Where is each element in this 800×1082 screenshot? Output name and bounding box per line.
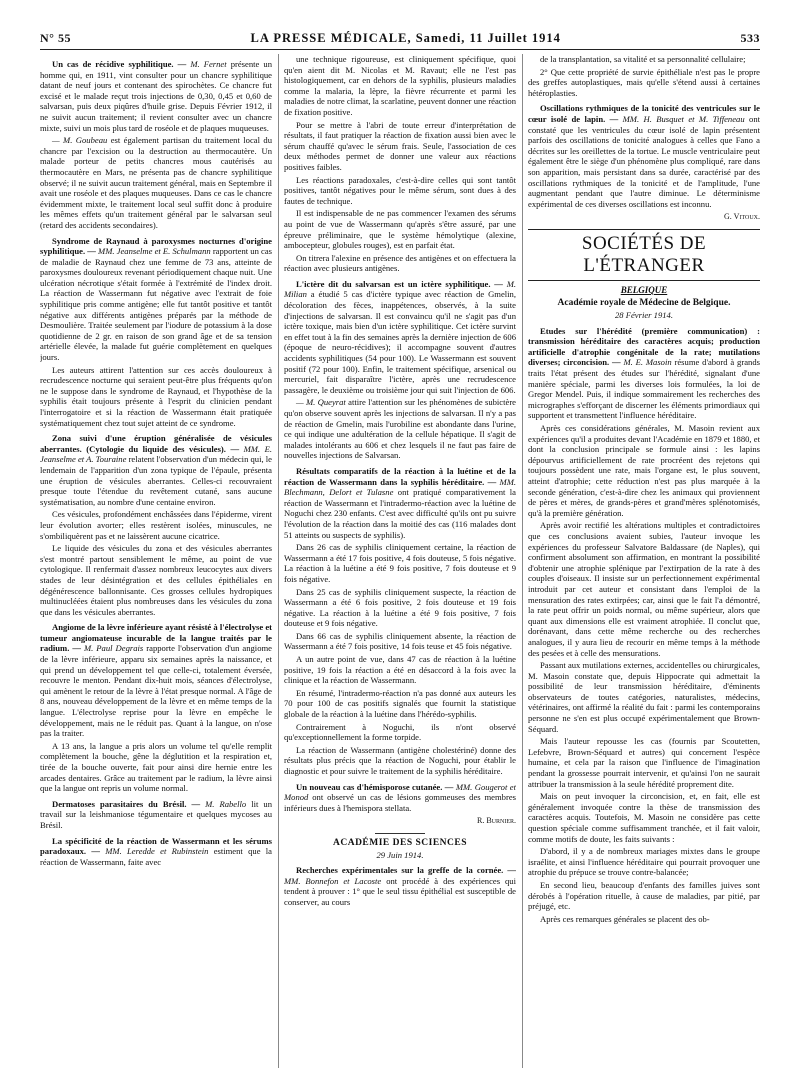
author-names: M. E. Masoin <box>623 357 672 368</box>
column-rule <box>278 54 279 1068</box>
paragraph-text: une technique rigoureuse, est cliniquement spécifique, quoi qu'en aient dit M. Nicolas et M. Ravaut; elle ne l'est pas histologiquement, car en dehors de la syphilis, plusieurs maladies comme la malaria, la lèpre, la fièvre récurrente et parmi les maladies de notre climat, la scarlatine, peuvent donner une réaction de fixation positive. <box>284 54 516 117</box>
academy-date: 29 Juin 1914. <box>376 849 424 860</box>
paragraph-text: Passant aux mutilations externes, accidentelles ou chirurgicales, M. Masoin constate que, depuis Hippocrate qui admettait la possibilité de leur transmission héréditaire, d'éminents observateurs de toutes catégories, naturalistes, médecins, vétérinaires, ont affirmé la réalité du fait : parmi les contemporains personne ne s'en est plus occupé expérimentalement que Brown-Séquard. <box>528 660 760 734</box>
paragraph-heading: L'ictère dit du salvarsan est un ictère syphilitique. — <box>296 278 507 289</box>
paragraph <box>528 880 760 912</box>
paragraph <box>528 791 760 844</box>
paragraph <box>40 622 272 739</box>
paragraph <box>528 736 760 789</box>
paragraph-heading: Oscillations rythmiques de la tonicité des ventricules sur le cœur isolé de lapin. — <box>528 103 760 124</box>
author-names: — M. Queyrat <box>296 397 346 408</box>
paragraph <box>40 836 272 868</box>
paragraph-text: A un autre point de vue, dans 47 cas de réaction à la luétine positive, 19 fois la réaction a été en désaccord à la fois avec la clinique et la réaction de Wassermann. <box>284 654 516 686</box>
author-names: M. Paul Degrais <box>83 643 144 654</box>
paragraph-heading: Zona suivi d'une éruption généralisée de vésicules aberrantes. (Cytologie du liquide des vésicules). — <box>40 433 272 454</box>
paragraph <box>284 722 516 743</box>
paragraph <box>284 208 516 250</box>
foreign-societies-heading: SOCIÉTÉS DE L'ÉTRANGER <box>528 229 760 281</box>
paragraph-text: Ces vésicules, profondément enchâssées dans l'épiderme, virent leur évolution avorter; elles restèrent isolées, minuscules, ne s'ombiliquèrent pas et ne laissèrent aucune cicatrice. <box>40 509 272 541</box>
paragraph <box>284 542 516 584</box>
author-names: M. Milian <box>284 278 516 300</box>
paragraph <box>284 175 516 207</box>
paragraph <box>284 587 516 629</box>
page-header <box>40 20 760 50</box>
paragraph-text: Contrairement à Noguchi, ils n'ont observé qu'exceptionnellement la forme torpide. <box>284 721 516 743</box>
paragraph-heading: Dermatoses parasitaires du Brésil. — <box>52 798 206 809</box>
paragraph-text: Mais on peut invoquer la circoncision, et, en fait, elle est généralement invoquée contre la thèse de transmission des caractères acquis. Toutefois, M. Masoin ne considère pas cette question spéciale comme suffisamment tranchée, et il fait valoir, comme motifs de doute, les faits suivants : <box>528 791 760 844</box>
paragraph <box>528 520 760 658</box>
paragraph <box>40 236 272 363</box>
country-heading: BELGIQUE <box>620 284 668 295</box>
paragraph <box>284 782 516 814</box>
paragraph-text: attire l'attention sur les phénomènes de subictère qu'on observe souvent après les injections de salvarsan. Il n'y a pas de réaction de Gmelin, mais l'urobiline est abondante dans l'urine, ce qui indique une adultération de la cellule hépatique. Il s'agit de malades intolérants au 606 et chez lesquels il ne faut pas faire de nouvelles injections de Salvarsan. <box>284 397 516 461</box>
paragraph-text: présente un homme qui, en 1911, vint consulter pour un chancre syphilitique datant de neuf jours et contenant des spirochètes. Ce chancre fut excisé et le malade reçut trois injections de 0,30, 0,45 et 0,60 de salvarsan, puis deux piqûres d'huile grise. Depuis Février 1912, il ne suivit aucun traitement; il revient consulter avec un chancre mixte, suivi un mois plus tard de roséole et de plaques muqueuses. <box>40 59 272 133</box>
column-rule <box>522 54 523 1068</box>
paragraph <box>40 741 272 794</box>
paragraph-text: Dans 66 cas de syphilis cliniquement absente, la réaction de Wassermann a été 7 fois positive, 14 fois teuse et 45 fois négative. <box>284 630 516 652</box>
paragraph-text: a étudié 5 cas d'ictère typique avec réaction de Gmelin, décoloration des fèces, inappétences, observés, à la suite d'injections de salvarsan. Il est convaincu qu'il ne s'agit pas d'un ictère toxique, mais bien d'un ictère syphilitique. Cet ictère survint en effet tout à la fin des semaines après la dernière injection de 606 (époque de neuro-récidives); il accompagne souvent d'autres accidents syphilitiques (54 pour 100). Le Wassermann est souvent positif (72 pour 100). Enfin, le traitement spécifique, arsenical ou mercuriel, fait disparaître l'ictère, après une recrudescence passagère, le deuxième ou troisième jour qui suit l'injection de 606. <box>284 289 516 395</box>
signature: R. Burnier. <box>476 816 516 826</box>
paragraph-text: est également partisan du traitement local du chancre par l'excision ou la destruction au thermocautère. Un malade porteur de petits chancres mous cautérisés au thermocautère en Mars, ne présenta pas de chancre syphilitique observé; il ne suivit aucun traitement général, mais en Septembre il avait une roséole et des plaques muqueuses. Dans ce cas le chancre évidemment mixte, le traitement local seul suffit donc à produire les mêmes effets qu'un traitement général par le salvarsan seul (retard des accidents secondaires). <box>40 135 272 230</box>
paragraph <box>284 120 516 173</box>
paragraph-text: Dans 25 cas de syphilis cliniquement suspecte, la réaction de Wassermann a été 6 fois positive, 2 fois douteuse et 19 fois négative. La réaction à la luétine a été 9 fois positive, 7 fois douteuse et 9 fois négative. <box>284 586 516 629</box>
col2-paragraphs <box>284 54 516 813</box>
signature: G. Vitoux. <box>724 212 760 222</box>
col3-foreign-paragraphs <box>528 326 760 925</box>
paragraph-text: ont procédé à des expériences qui tendent à prouver : 1° que le seul tissu épithélial est susceptible de conserver, au cours <box>284 875 516 907</box>
paragraph <box>528 67 760 99</box>
paragraph <box>528 423 760 518</box>
paragraph <box>40 433 272 507</box>
paragraph <box>40 59 272 133</box>
paragraph-text: Les auteurs attirent l'attention sur ces accès douloureux à recrudescence nocturne qui seraient peut-être plus fréquents qu'on ne le suppose dans le syndrome de Raynaud, et l'hypothèse de la syphilis était toujours présente à l'esprit du clinicien pendant l'interrogatoire et si la réaction de Wassermann était pratiquée systématiquement chez tout sujet atteint de ce syndrome. <box>40 364 272 428</box>
author-names: MM. Bonnefon et Lacoste <box>284 875 382 886</box>
paragraph-text: relatent l'observation d'un médecin qui, le lendemain de l'apparition d'un zona typique de l'épaule, présenta une éruption de vésicules aberrantes. Celles-ci recouvraient presque toute l'étendue du revêtement cutané, sans aucune systématisation, au nombre d'une centaine environ. <box>40 454 272 507</box>
paragraph-text: Pour se mettre à l'abri de toute erreur d'interprétation de résultats, il faut pratiquer la réaction de fixation aussi bien avec le sérum chauffé qu'avec le sérum frais. Seule, l'association de ces deux méthodes permet de donner une valeur aux réactions positives faibles. <box>284 119 516 172</box>
paragraph <box>284 654 516 686</box>
paragraph <box>284 466 516 540</box>
author-names: MM. Blechmann, Delort et Tulasne <box>284 476 516 498</box>
paragraph <box>528 914 760 925</box>
academy-name: Académie royale de Médecine de Belgique. <box>557 297 731 308</box>
paragraph <box>40 509 272 541</box>
paragraph-text: Les réactions paradoxales, c'est-à-dire celles qui sont tantôt positives, tantôt négatives pour le même sérum, sont dues à des fautes de technique. <box>284 174 516 206</box>
author-names: — M. Goubeau <box>52 135 108 146</box>
paragraph <box>40 799 272 831</box>
paragraph <box>284 631 516 652</box>
author-names: M. Rabello <box>205 798 247 809</box>
paragraph-text: Après ces remarques générales se placent des ob- <box>540 913 710 924</box>
session-date: 28 Février 1914. <box>615 310 673 321</box>
paragraph <box>284 745 516 777</box>
paragraph-text: La réaction de Wassermann (antigène cholestériné) donne des résultats plus précis que la réaction de Noguchi, pour établir le diagnostic et pour suivre le traitement de la syphilis héréditaire. <box>284 744 516 776</box>
paragraph-text: On titrera l'alexine en présence des antigènes et on effectuera la réaction avec plusieurs antigènes. <box>284 252 516 274</box>
col3-paragraphs <box>528 54 760 209</box>
paragraph-text: 2° Que cette propriété de survie épithéliale n'est pas le propre des greffes autoplastiques, mais qu'elle s'étend aussi à certaines hétéroplasties. <box>528 66 760 98</box>
paragraph-text: Dans 26 cas de syphilis cliniquement certaine, la réaction de Wassermann a été 17 fois positive, 4 fois douteuse, 5 fois négative. La réaction à la luétine a été 9 fois positive, 7 fois douteuse et 9 fois négative. <box>284 542 516 584</box>
col1-paragraphs <box>40 59 272 867</box>
paragraph-text: Le liquide des vésicules du zona et des vésicules aberrantes s'est montré partout sensiblement le même, au point de vue cytologique. Il renfermait d'assez nombreux leucocytes aux divers stades de leur désintégration et des cellules épithéliales en dégénérescence ballonnisante. Ces grosses cellules hydropiques multinucléées étaient plus nombreuses dans les vésicules du zona que dans les vésicules aberrantes. <box>40 543 272 617</box>
paragraph-text: résume d'abord à grands traits l'état présent des études sur l'hérédité, signalant d'une manière spéciale, parmi les diverses lois formulées, la loi de Gregor Mendel. Puis, il indique sommairement les recherches des micrographes s'efforçant de discerner les éléments primordiaux qui supportent et transmettent l'influence héréditaire. <box>528 357 760 421</box>
paragraph <box>528 54 760 65</box>
paragraph-heading: Résultats comparatifs de la réaction à la luétine et de la réaction de Wassermann dans la syphilis héréditaire. — <box>284 465 516 487</box>
paragraph <box>284 253 516 274</box>
paragraph-text: Mais l'auteur repousse les cas (fournis par Scoutetten, Lefebvre, Brown-Séquard et autres) qui concernent l'espèce humaine, et cela par la raison que l'influence de l'imagination pendant la grossesse pourrait intervenir, et qu'ainsi l'on ne saurait attribuer la transmission à la seule hérédité proprement dite. <box>528 736 760 789</box>
paragraph-text: rapporte l'observation d'un angiome de la lèvre inférieure, apparu six semaines après la naissance, et qui prend un développement tel que celle-ci, totalement éversée, recouvre le menton. Pendant dix-huit mois, séances d'électrolyse, qui amènent le retour de la lèvre à l'état presque normal. A l'âge de 8 ans, nouveau développement de la lèvre et en même temps de la langue. L'électrolyse reprise pour la lèvre en empêche le développement, mais ne le réduit pas. Quant à la langue, on n'ose pas la traiter. <box>40 643 272 739</box>
paragraph <box>528 103 760 209</box>
author-names: MM. Gougerot et Monod <box>284 781 516 803</box>
academy-heading: ACADÉMIE DES SCIENCES <box>332 837 468 848</box>
paragraph <box>284 54 516 118</box>
paragraph-text: de la transplantation, sa vitalité et sa personnalité cellulaire; <box>540 54 746 64</box>
paragraph <box>528 846 760 878</box>
paragraph <box>284 865 516 907</box>
paragraph-text: En résumé, l'intradermo-réaction n'a pas donné aux auteurs les 70 pour 100 de cas positifs signalés que fournit la statistique globale de la réaction à la luétine dans l'hérédo-syphilis. <box>284 687 516 720</box>
paragraph-text: ont observé un cas de lésions gommeuses des membres inférieurs dues à l'hemispora stellata. <box>284 792 516 813</box>
author-names: MM. Leredde et Rubinstein <box>105 846 209 857</box>
col2-academy-paragraphs <box>284 865 516 907</box>
paragraph-text: Il est indispensable de ne pas commencer l'examen des sérums au point de vue de Wassermann qu'après s'être assuré, par une épreuve préliminaire, que le système hémolytique (alexine, ambocepteur, globules rouges), est en parfait état. <box>284 208 516 251</box>
paragraph-heading: Un nouveau cas d'hémisporose cutanée. — <box>296 781 456 792</box>
paragraph-heading: Un cas de récidive syphilitique. — <box>52 59 191 69</box>
paragraph-heading: Recherches expérimentales sur la greffe de la cornée. — <box>296 865 516 876</box>
paragraph <box>528 660 760 734</box>
section-divider <box>375 833 425 834</box>
paragraph-text: Après avoir rectifié les altérations multiples et contradictoires que ces conclusions avaient subies, l'auteur invoque les expériences du professeur Salvatore Baldassare (de Naples), qui confirment absolument son affirmation, en montrant la possibilité d'obtenir une atrophie splénique par l'extirpation de la rate à des couples d'oiseaux. Il insiste sur un perfectionnement expérimental introduit par cet auteur et consistant dans l'emploi de la mensuration des rates extirpées; car, ainsi que le fait l'a démontré, la rate peut offrir un poids normal, ou même supérieur, alors que quant aux dimensions elle est vraiment atrophiée. Il conclut que, dorénavant, dans cette même recherche ou des recherches analogues, il y aura lieu de recourir en même temps à la méthode des pesées et à celle des mensurations. <box>528 520 760 658</box>
paragraph-text: En second lieu, beaucoup d'enfants des familles juives sont dérobés à l'opération rituelle, à cause de maladies, par pitié, par préjugé, etc. <box>528 879 760 912</box>
paragraph <box>528 326 760 421</box>
paragraph-text: A 13 ans, la langue a pris alors un volume tel qu'elle remplit complètement la bouche, gêne la déglutition et la respiration et, tirée de la bouche ouverte, fait pour ainsi dire hernie entre les arcades dentaires. Grâce au traitement par le radium, la lèvre ainsi que la langue ont repris un volume normal. <box>40 740 272 794</box>
column-1 <box>40 54 272 1072</box>
paragraph <box>40 135 272 230</box>
journal-title: LA PRESSE MÉDICALE, Samedi, 11 Juillet 1914 <box>250 31 561 45</box>
paragraph-heading: Angiome de la lèvre inférieure ayant résisté à l'électrolyse et tumeur angiomateuse incurable de la langue traités par le radium. — <box>40 622 272 654</box>
paragraph <box>40 543 272 617</box>
paragraph-heading: La spécificité de la réaction de Wassermann et les sérums paradoxaux. — <box>40 835 272 857</box>
paragraph <box>40 365 272 429</box>
author-names: MM. E. Jeanselme et A. Touraine <box>40 443 272 465</box>
paragraph-text: rapportent un cas de maladie de Raynaud chez une femme de 73 ans, atteinte de paroxysmes douloureux revenant périodiquement chaque nuit. Une ulcération nécrotique s'était formée à l'extrémité de l'index droit. La réaction de Wassermann fut négative avec l'extrait de foie syphilitique pris comme antigène; elle fut tantôt positive et tantôt négative aux différents antigènes préparés par la méthode de Desmoulière. Traitée seulement par l'iodure de potassium à la dose quotidienne de 2 gr. en raison de son grand âge et de sa tension artérielle élevée, la malade fut guérie complètement en quelques jours. <box>40 246 272 363</box>
paragraph <box>284 279 516 396</box>
paragraph <box>284 397 516 461</box>
issue-number: N° 55 <box>40 31 71 45</box>
paragraph <box>284 688 516 720</box>
column-2 <box>284 54 516 1072</box>
paragraph-text: ont constaté que les ventricules du cœur isolé de lapin présentent parfois des oscillations de tonicité analogues à celles que Fano a décrites sur les oreillettes de la tortue. Le muscle ventriculaire peut également être le siège d'un phénomène plus compliqué, rare dans son apparition, mais persistant dans sa durée, caractérisé par des oscillations rythmiques de la tonicité et de l'amplitude, l'une augmentant pendant que l'autre diminue. Le déterminisme expérimental de ces diverses oscillations est inconnu. <box>528 113 760 209</box>
author-names: M. Fernet <box>190 59 227 69</box>
paragraph-text: Après ces considérations générales, M. Masoin revient aux expériences qu'il a produites devant l'Académie en 1879 et 1880, et dont la conclusion principale se formule ainsi : les lapins dépourvus artificiellement de rate procréent des rejetons qui toujours possèdent une rate, mais l'organe est, le plus souvent, atteint d'atrophie; cette réduction n'est pas plus marquée à la seconde génération, c'est-à-dire chez les animaux qui proviennent de pères et mères, de grands-pères et grand'mères splénotomisés, qu'à la première génération. <box>528 423 760 518</box>
author-names: MM. H. Busquet et M. Tiffeneau <box>622 113 745 124</box>
paragraph-text: D'abord, il y a de nombreux mariages mixtes dans le groupe israélite, et ainsi l'influence héréditaire qui pourrait provoquer une atrophie du prépuce se trouve contre-balancée; <box>528 846 760 878</box>
paragraph-text: estiment que la réaction de Wassermann, faite avec <box>40 846 272 867</box>
paragraph-text: ont pratiqué comparativement la réaction de Wassermann et l'intradermo-réaction avec la luétine de Noguchi chez 230 enfants. C'est avec difficulté qu'ils ont pu suivre l'évolution de la réaction dans la moitié des cas (116 malades dont 51 atteints ou suspects de syphilis). <box>284 487 516 540</box>
paragraph-heading: Syndrome de Raynaud à paroxysmes nocturnes d'origine syphilitique. — <box>40 235 272 257</box>
column-3 <box>528 54 760 1072</box>
paragraph-text: lit un travail sur la leishmaniose tégumentaire et quelques mycoses au Brésil. <box>40 798 272 830</box>
page-number: 533 <box>740 31 760 45</box>
paragraph-heading: Etudes sur l'hérédité (première communication) : transmission héréditaire des caractères acquis; production artificielle d'atrophie congénitale de la rate; mutilations diverses; circoncision. — <box>528 325 760 368</box>
author-names: MM. Jeanselme et E. Schulmann <box>98 246 211 257</box>
